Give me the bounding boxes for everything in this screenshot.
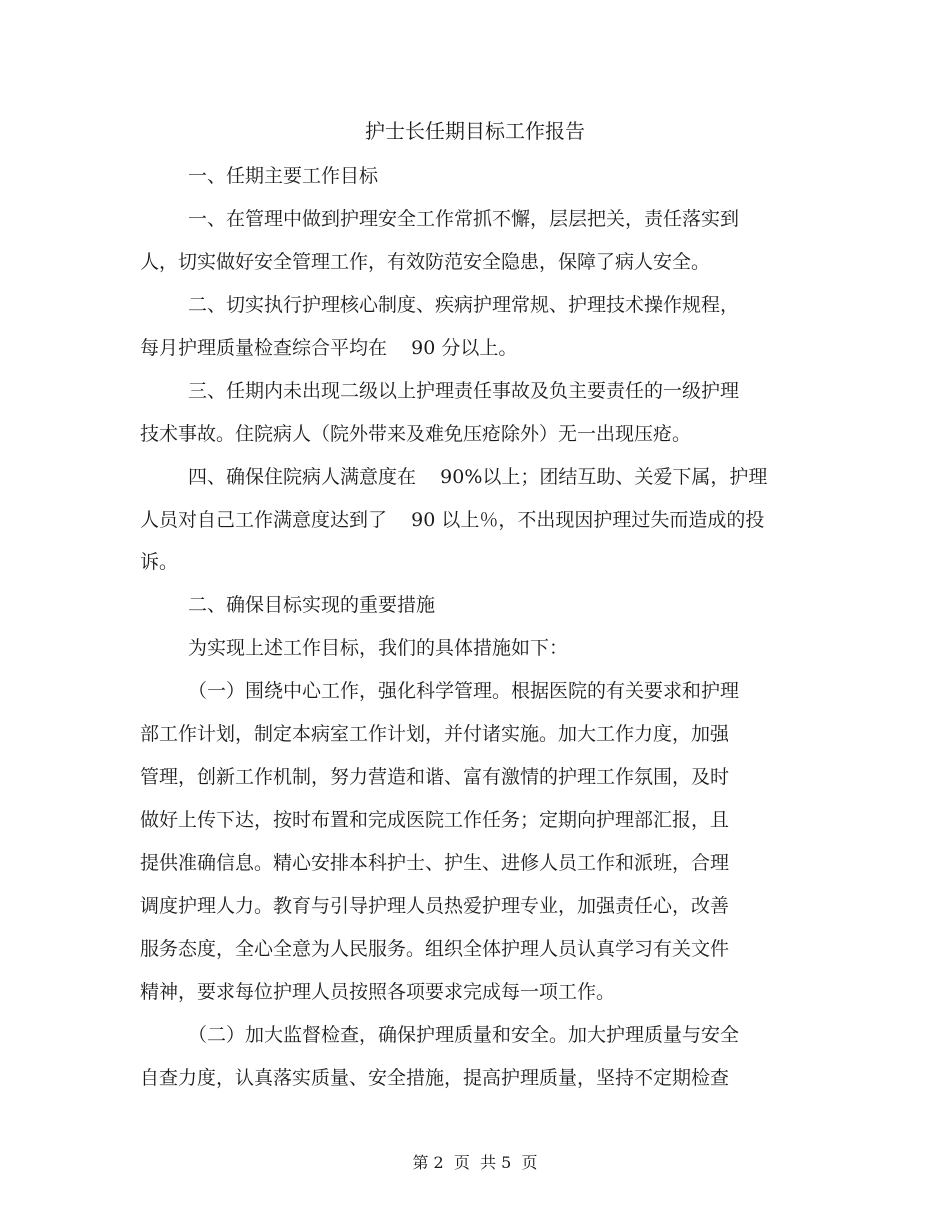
paragraph-line: 人员对自己工作满意度达到了 90 以上％，不出现因护理过失而造成的投 — [140, 509, 765, 531]
paragraph-line: 诉。 — [140, 551, 179, 573]
paragraph-line: 自查力度，认真落实质量、安全措施，提高护理质量，坚持不定期检查 — [140, 1067, 730, 1089]
paragraph-line: 做好上传下达，按时布置和完成医院工作任务；定期向护理部汇报，且 — [140, 809, 730, 831]
page-number-footer: 第 2 页 共 5 页 — [412, 1153, 538, 1172]
paragraph-line: 提供准确信息。精心安排本科护士、护生、进修人员工作和派班，合理 — [140, 852, 730, 874]
section-heading-2: 二、确保目标实现的重要措施 — [188, 594, 436, 616]
paragraph-line: 管理，创新工作机制，努力营造和谐、富有激情的护理工作氛围，及时 — [140, 766, 730, 788]
paragraph-line: 部工作计划，制定本病室工作计划，并付诸实施。加大工作力度，加强 — [140, 723, 730, 745]
paragraph-line: 三、任期内未出现二级以上护理责任事故及负主要责任的一级护理 — [188, 380, 740, 402]
paragraph-line: 服务态度，全心全意为人民服务。组织全体护理人员认真学习有关文件 — [140, 938, 730, 960]
paragraph-line: 调度护理人力。教育与引导护理人员热爱护理专业，加强责任心，改善 — [140, 895, 730, 917]
paragraph-line: 技术事故。住院病人（院外带来及难免压疮除外）无一出现压疮。 — [140, 423, 692, 445]
document-title: 护士长任期目标工作报告 — [365, 119, 585, 143]
paragraph-line: 人，切实做好安全管理工作，有效防范安全隐患，保障了病人安全。 — [140, 251, 711, 273]
section-heading-1: 一、任期主要工作目标 — [188, 165, 379, 187]
paragraph-line: 精神，要求每位护理人员按照各项要求完成每一项工作。 — [140, 981, 616, 1003]
paragraph-line: 为实现上述工作目标，我们的具体措施如下： — [188, 637, 569, 659]
paragraph-line: 二、切实执行护理核心制度、疾病护理常规、护理技术操作规程， — [188, 294, 740, 316]
paragraph-line: 每月护理质量检查综合平均在 90 分以上。 — [140, 337, 518, 359]
paragraph-line: 一、在管理中做到护理安全工作常抓不懈，层层把关，责任落实到 — [188, 208, 740, 230]
paragraph-line: （二）加大监督检查，确保护理质量和安全。加大护理质量与安全 — [188, 1024, 740, 1046]
paragraph-line: 四、确保住院病人满意度在 90%以上；团结互助、关爱下属，护理 — [188, 466, 768, 488]
paragraph-line: （一）围绕中心工作，强化科学管理。根据医院的有关要求和护理 — [188, 680, 740, 702]
